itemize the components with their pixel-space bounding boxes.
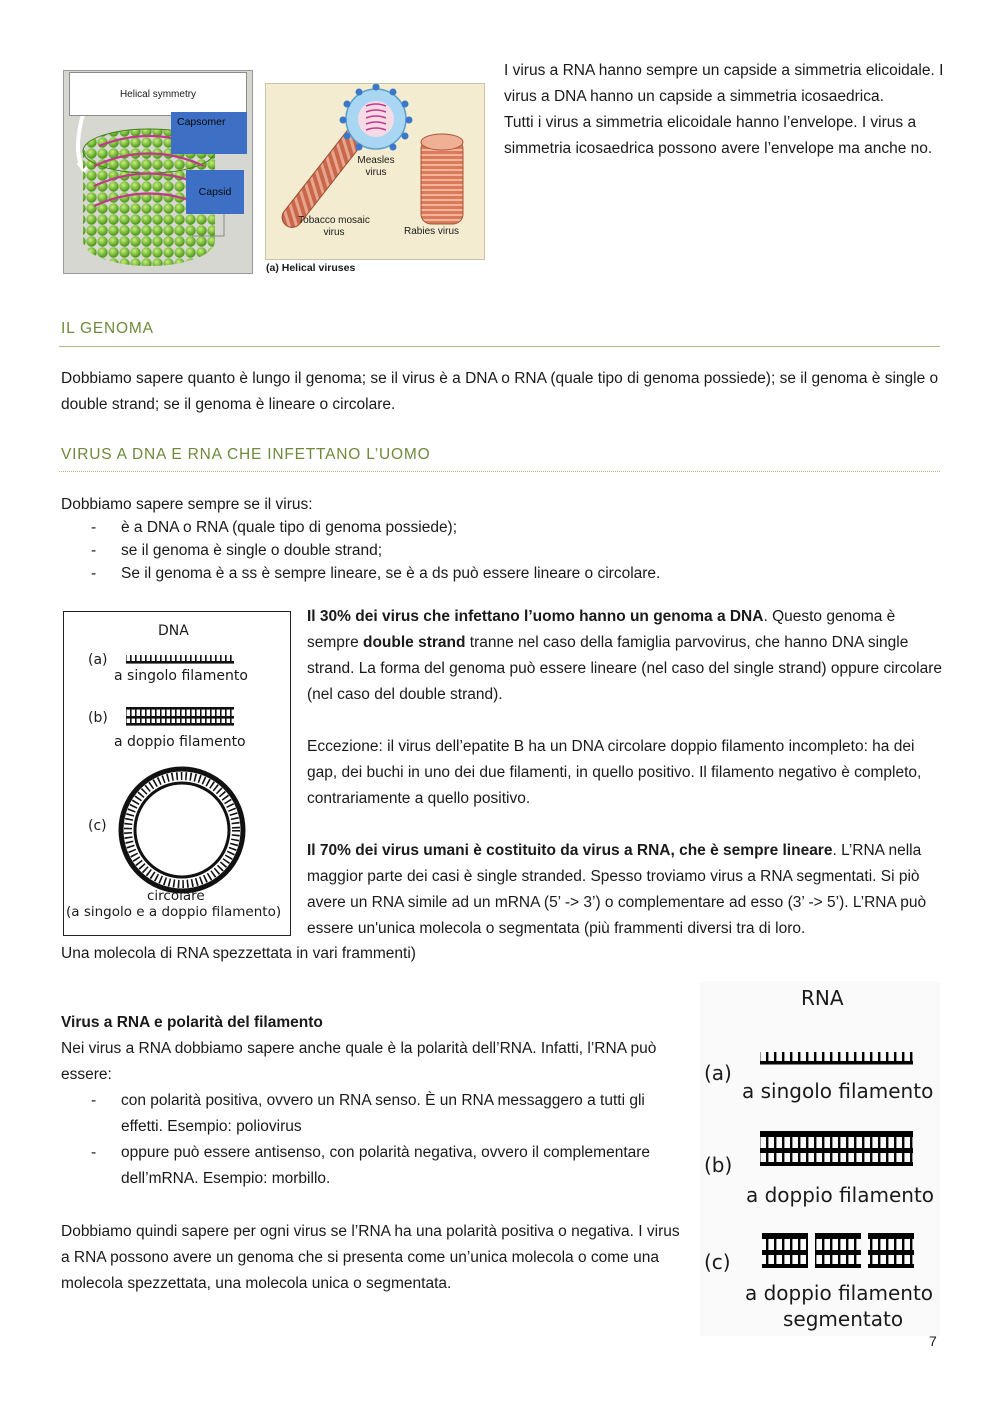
rna-figure-b-label: a doppio filamento	[746, 1183, 935, 1207]
genoma-text: Dobbiamo sapere quanto è lungo il genoma; se il virus è a DNA o RNA (quale tipo di genoma possiede); se il genoma è single o double strand; se il genoma è lineare o circolare.	[61, 370, 939, 413]
rna-bold: Il 70% dei virus umani è costituito da virus a RNA, che è sempre lineare	[307, 842, 833, 859]
measles-virus-label: Measles virus	[357, 155, 395, 178]
intro-paragraph-1: I virus a RNA hanno sempre un capside a simmetria elicoidale. I virus a DNA hanno un capside a simmetria icosaedrica.	[504, 62, 944, 105]
capsomer-label: Capsomer	[171, 112, 247, 154]
page-number: 7	[929, 1333, 937, 1349]
rna-figure-a: (a)	[704, 1061, 732, 1085]
intro-text	[504, 58, 944, 162]
dna-figure-title: DNA	[158, 623, 189, 639]
rna-paragraph	[307, 838, 945, 942]
dna-figure-c: (c)	[88, 818, 107, 834]
rna-figure-c-label-2: segmentato	[783, 1307, 904, 1331]
dna-bold-2: double strand	[363, 634, 466, 651]
dna-figure-b: (b)	[88, 710, 108, 726]
list-item: - con polarità positiva, ovvero un RNA senso. È un RNA messaggero a tutti gli effetti. Esempio: poliovirus	[61, 1088, 686, 1140]
polarita-intro: Nei virus a RNA dobbiamo sapere anche quale è la polarità dell’RNA. Infatti, l’RNA può essere:	[61, 1040, 657, 1083]
intro-paragraph-2: Tutti i virus a simmetria elicoidale hanno l’envelope. I virus a simmetria icosaedrica possono avere l’envelope ma anche no.	[504, 114, 933, 157]
rna-figure-c: (c)	[704, 1250, 731, 1274]
dna-paragraph-2: Eccezione: il virus dell’epatite B ha un DNA circolare doppio filamento incompleto: ha dei gap, dei buchi in uno dei due filamenti, in quello positivo. Il filamento negativo è completo, contrariamente a quello positivo.	[307, 738, 922, 807]
virus-uomo-list	[61, 516, 941, 585]
rna-text: . L’RNA nella maggior parte dei casi è single stranded. Spesso troviamo virus a RNA segmentati. Si piò avere un RNA simile ad un mRNA (5’ -> 3’) o complementare ad esso (3’ -> 5’). L’RNA può essere un'unica molecola o segmentata (più frammenti diversi tra di loro.	[307, 842, 927, 937]
genoma-heading: IL GENOMA	[61, 320, 154, 337]
dna-paragraph-1	[307, 604, 945, 708]
dna-figure-a-label: a singolo filamento	[114, 668, 248, 684]
rabies-virus-label: Rabies virus	[404, 226, 460, 237]
rna-figure-c-label-1: a doppio filamento	[745, 1281, 934, 1305]
rna-figure-b: (b)	[704, 1153, 733, 1177]
dna-figure-c-label-2: (a singolo e a doppio filamento)	[66, 904, 282, 920]
dna-text-2: tranne nel caso della famiglia parvovirus, che hanno DNA single strand. La forma del genoma può essere lineare (nel caso del single strand) oppure circolare (nel caso del double strand).	[307, 634, 942, 703]
genoma-rule	[59, 346, 940, 347]
list-item: - oppure può essere antisenso, con polarità negativa, ovvero il complementare dell’mRNA. Esempio: morbillo.	[61, 1140, 686, 1192]
rna-paragraph-tail: Una molecola di RNA spezzettata in vari frammenti)	[61, 945, 416, 962]
list-item: - è a DNA o RNA (quale tipo di genoma possiede);	[61, 516, 941, 539]
rna-figure-a-label: a singolo filamento	[742, 1079, 934, 1103]
tobacco-mosaic-label: Tobacco mosaic virus	[298, 215, 370, 238]
polarita-list	[61, 1088, 686, 1192]
dna-figure-a: (a)	[88, 652, 108, 668]
virus-uomo-rule	[59, 471, 940, 472]
virus-uomo-intro: Dobbiamo sapere sempre se il virus:	[61, 496, 313, 513]
list-item: - Se il genoma è a ss è sempre lineare, se è a ds può essere lineare o circolare.	[61, 562, 941, 585]
dna-figure-b-label: a doppio filamento	[114, 734, 246, 750]
polarita-heading: Virus a RNA e polarità del filamento	[61, 1014, 323, 1031]
capsid-label: Capsid	[186, 170, 244, 214]
polarita-closing: Dobbiamo quindi sapere per ogni virus se l’RNA ha una polarità positiva o negativa. I virus a RNA possono avere un genoma che si presenta come un’unica molecola o come una molecola spezzettata, una molecola unica o segmentata.	[61, 1223, 680, 1292]
list-item: - se il genoma è single o double strand;	[61, 539, 941, 562]
dna-figure-c-label-1: circolare	[147, 888, 205, 904]
virus-uomo-heading: VIRUS A DNA E RNA CHE INFETTANO L’UOMO	[61, 446, 431, 463]
helical-symmetry-label: Helical symmetry	[69, 72, 247, 116]
rna-figure-title: RNA	[801, 986, 844, 1010]
dna-bold-1: Il 30% dei virus che infettano l’uomo hanno un genoma a DNA	[307, 608, 764, 625]
dna-text-block	[307, 604, 945, 942]
dna-text-1: . Questo genoma è sempre	[307, 608, 896, 651]
helical-viruses-caption: (a) Helical viruses	[266, 262, 356, 274]
